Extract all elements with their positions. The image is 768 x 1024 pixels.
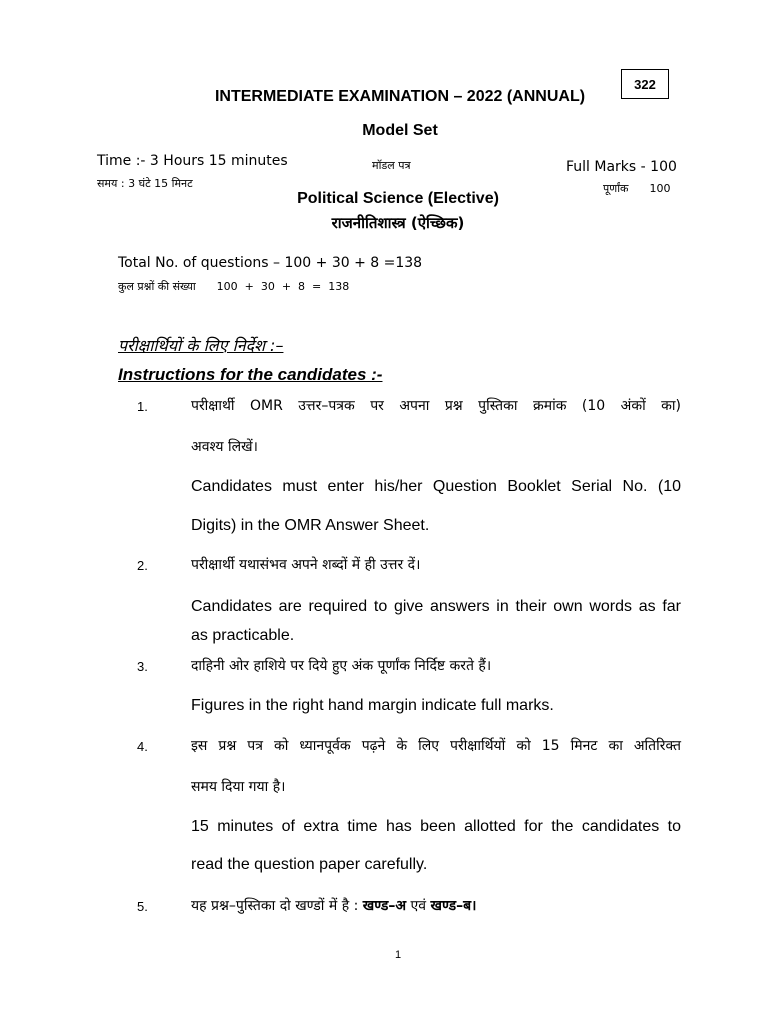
full-marks-english: Full Marks - 100 <box>566 159 677 175</box>
time-hindi: समय : 3 घंटे 15 मिनट <box>97 177 193 190</box>
instruction-number: 2. <box>137 558 148 573</box>
instruction-1-hindi-line2: अवश्य लिखें। <box>191 439 258 455</box>
total-questions-english: Total No. of questions – 100 + 30 + 8 =138 <box>118 255 423 271</box>
subject-hindi: राजनीतिशास्त्र (ऐच्छिक) <box>331 214 465 232</box>
total-questions-hindi: कुल प्रश्नों की संख्या 100 + 30 + 8 = 138 <box>118 280 350 293</box>
instruction-4-english-line2: read the question paper carefully. <box>191 856 428 873</box>
time-english: Time :- 3 Hours 15 minutes <box>97 153 288 169</box>
subject-english: Political Science (Elective) <box>297 190 499 207</box>
instruction-3-english-line1: Figures in the right hand margin indicate full marks. <box>191 697 554 714</box>
instruction-4-hindi-line1: इस प्रश्न पत्र को ध्यानपूर्वक पढ़ने के लिए परीक्षार्थियों को 15 मिनट का अतिरिक्त <box>191 738 681 754</box>
instruction-2-english-line2: as practicable. <box>191 627 295 644</box>
section-b-label: खण्ड–ब। <box>430 898 477 914</box>
instruction-number: 1. <box>137 399 148 414</box>
instruction-number: 3. <box>137 659 148 674</box>
instruction-5-text: यह प्रश्न–पुस्तिका दो खण्डों में है : <box>191 898 363 914</box>
section-a-label: खण्ड–अ <box>362 898 407 914</box>
instruction-4-hindi-line2: समय दिया गया है। <box>191 779 286 795</box>
instruction-1-hindi-line1: परीक्षार्थी OMR उत्तर–पत्रक पर अपना प्रश्न पुस्तिका क्रमांक (10 अंकों का) <box>191 398 681 414</box>
instruction-number: 5. <box>137 899 148 914</box>
instructions-heading-english: Instructions for the candidates :- <box>118 365 383 384</box>
instruction-5-conjunction: एवं <box>406 898 431 914</box>
instruction-5-hindi-line1 <box>191 896 681 915</box>
model-set-label: Model Set <box>362 122 438 139</box>
instruction-4-english-line1: 15 minutes of extra time has been allotted for the candidates to <box>191 818 681 835</box>
instruction-2-hindi-line1: परीक्षार्थी यथासंभव अपने शब्दों में ही उत्तर दें। <box>191 557 421 573</box>
paper-code: 322 <box>634 76 656 92</box>
instruction-2-english-line1: Candidates are required to give answers in their own words as far <box>191 598 681 615</box>
full-marks-hindi: पूर्णांक 100 <box>603 182 671 195</box>
instruction-3-hindi-line1: दाहिनी ओर हाशिये पर दिये हुए अंक पूर्णांक निर्दिष्ट करते हैं। <box>191 658 492 674</box>
exam-title: INTERMEDIATE EXAMINATION – 2022 (ANNUAL) <box>214 88 586 105</box>
instruction-number: 4. <box>137 739 148 754</box>
model-set-hindi: मॉडल पत्र <box>372 159 411 172</box>
instruction-1-english-line2: Digits) in the OMR Answer Sheet. <box>191 517 430 534</box>
instruction-1-english-line1: Candidates must enter his/her Question Booklet Serial No. (10 <box>191 478 681 495</box>
page-number: 1 <box>394 949 402 961</box>
instructions-heading-hindi: परीक्षार्थियों के लिए निर्देश :– <box>118 336 284 355</box>
